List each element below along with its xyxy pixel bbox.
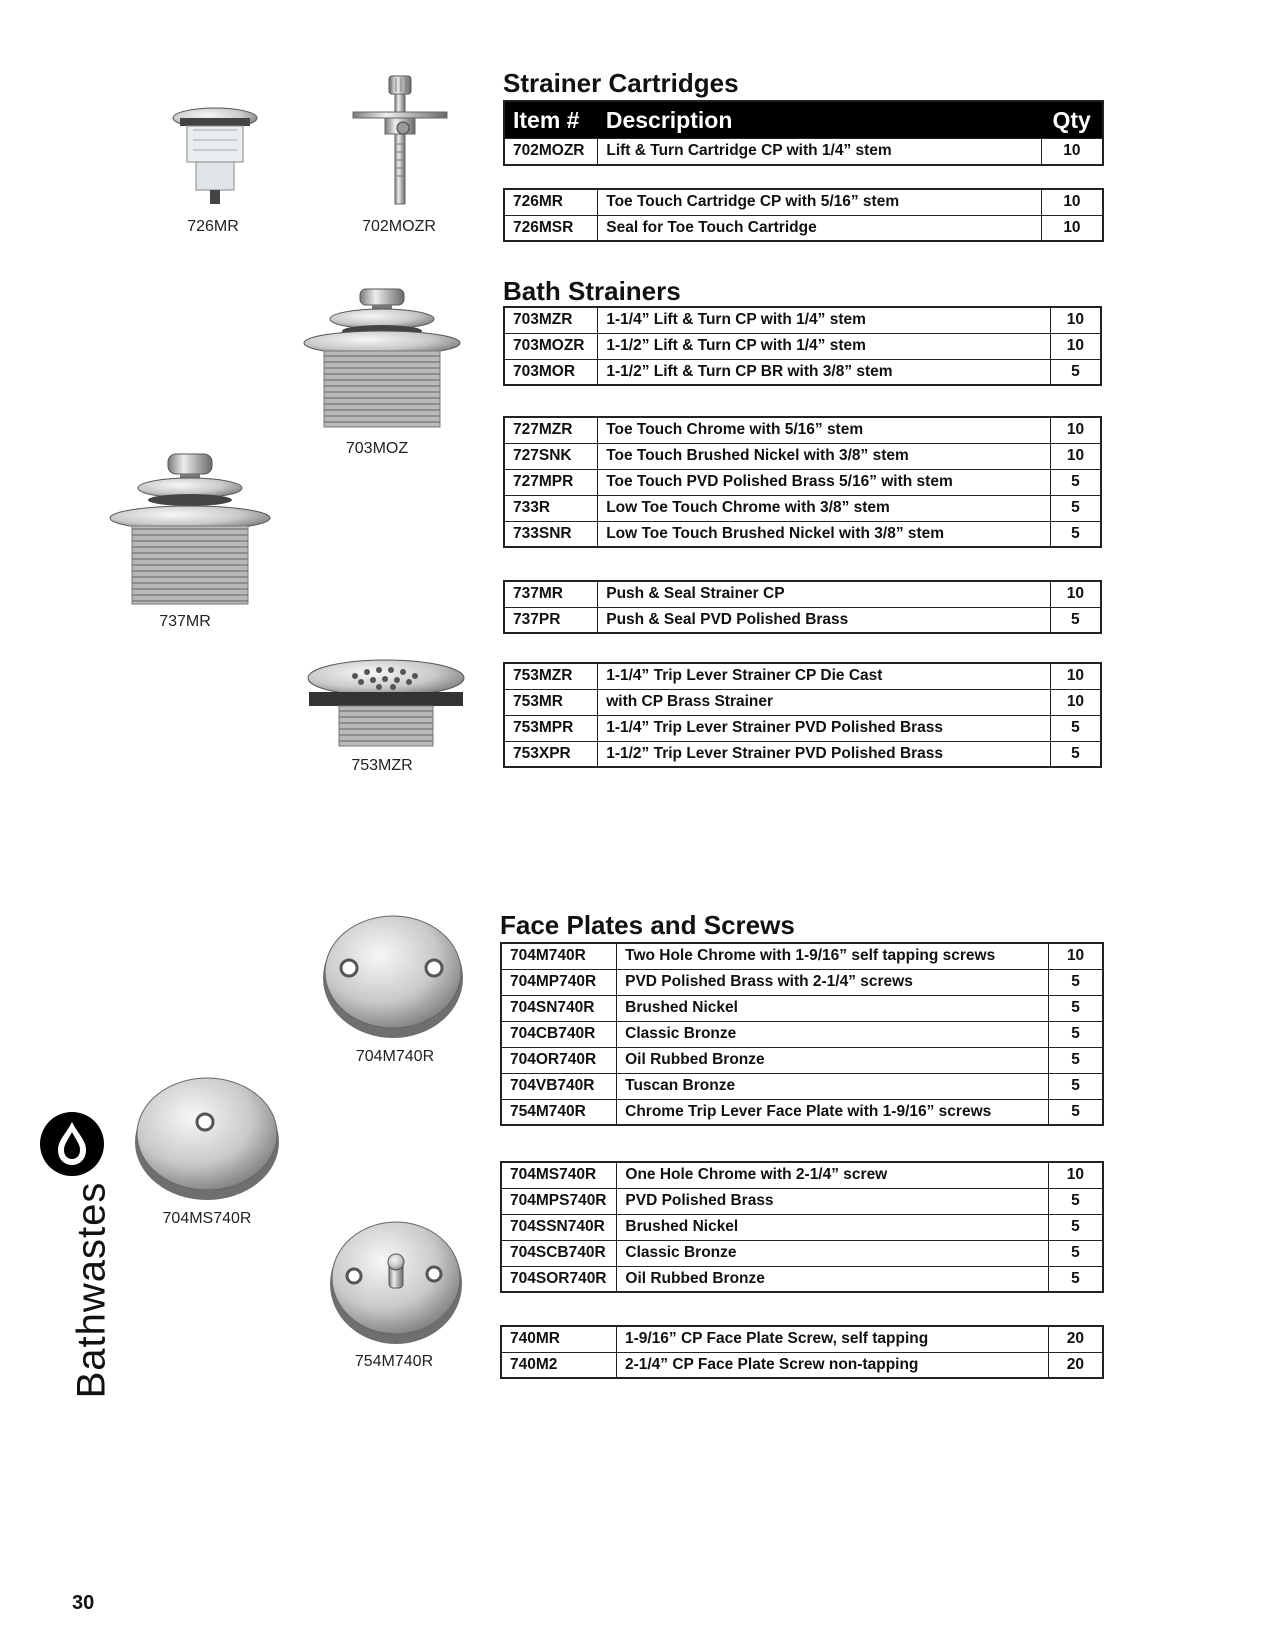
table-row [504, 359, 1101, 385]
description-cell: Low Toe Touch Chrome with 3/8” stem [598, 495, 1051, 521]
table-bath-strainers-a [503, 306, 1102, 386]
qty-cell: 5 [1049, 1099, 1103, 1125]
table-row [504, 443, 1101, 469]
description-cell: Brushed Nickel [617, 995, 1049, 1021]
description-cell: PVD Polished Brass with 2-1/4” screws [617, 969, 1049, 995]
qty-cell: 5 [1050, 469, 1101, 495]
description-cell: Low Toe Touch Brushed Nickel with 3/8” stem [598, 521, 1051, 547]
strainer-737mr-image [108, 452, 272, 608]
qty-cell: 10 [1050, 689, 1101, 715]
qty-cell: 5 [1050, 715, 1101, 741]
description-cell: 2-1/4” CP Face Plate Screw non-tapping [616, 1352, 1048, 1378]
description-cell: Classic Bronze [617, 1240, 1048, 1266]
table-row [501, 1162, 1103, 1188]
item-number-cell: 704SCB740R [501, 1240, 617, 1266]
description-cell: Brushed Nickel [617, 1214, 1048, 1240]
description-cell: One Hole Chrome with 2-1/4” screw [617, 1162, 1048, 1188]
description-cell: Chrome Trip Lever Face Plate with 1-9/16” screws [617, 1099, 1049, 1125]
table-row [501, 1073, 1103, 1099]
description-cell: Oil Rubbed Bronze [617, 1266, 1048, 1292]
qty-cell: 10 [1049, 943, 1103, 969]
table-row [504, 741, 1101, 767]
qty-cell: 10 [1050, 581, 1101, 607]
description-cell: Classic Bronze [617, 1021, 1049, 1047]
item-number-cell: 703MZR [504, 307, 598, 333]
item-number-cell: 733SNR [504, 521, 598, 547]
table-row [501, 1188, 1103, 1214]
table-row [501, 995, 1103, 1021]
section-title-bath-strainers: Bath Strainers [503, 276, 681, 306]
item-number-cell: 702MOZR [504, 139, 598, 165]
qty-cell: 10 [1050, 443, 1101, 469]
table-row [501, 1266, 1103, 1292]
table-row [501, 1352, 1103, 1378]
item-number-cell: 704MPS740R [501, 1188, 617, 1214]
qty-cell: 10 [1041, 189, 1103, 215]
drop-logo-icon [38, 1108, 106, 1178]
qty-cell: 10 [1048, 1162, 1103, 1188]
section-title-strainer-cartridges: Strainer Cartridges [503, 68, 739, 98]
section-title-face-plates: Face Plates and Screws [500, 910, 795, 940]
qty-cell: 5 [1049, 1021, 1103, 1047]
item-number-cell: 726MSR [504, 215, 598, 241]
table-row [501, 1047, 1103, 1073]
qty-cell: 10 [1041, 215, 1103, 241]
qty-cell: 10 [1041, 139, 1103, 165]
table-row [504, 689, 1101, 715]
qty-cell: 5 [1050, 741, 1101, 767]
item-number-cell: 733R [504, 495, 598, 521]
item-number-cell: 703MOR [504, 359, 598, 385]
faceplate-704ms740r-image [133, 1074, 281, 1202]
item-number-cell: 754M740R [501, 1099, 617, 1125]
table-row [504, 663, 1101, 689]
qty-cell: 5 [1049, 1047, 1103, 1073]
item-number-cell: 737PR [504, 607, 598, 633]
table-face-plates-a [500, 942, 1104, 1126]
description-cell: 1-1/4” Lift & Turn CP with 1/4” stem [598, 307, 1050, 333]
table-row [501, 1214, 1103, 1240]
item-number-cell: 704MS740R [501, 1162, 617, 1188]
table-row [504, 417, 1101, 443]
qty-cell: 5 [1048, 1266, 1103, 1292]
item-number-cell: 704CB740R [501, 1021, 617, 1047]
table-row [501, 1326, 1103, 1352]
table-row [504, 715, 1101, 741]
item-number-cell: 704MP740R [501, 969, 617, 995]
table-bath-strainers-d [503, 662, 1102, 768]
item-number-cell: 727MZR [504, 417, 598, 443]
table-row [504, 607, 1101, 633]
description-cell: 1-1/4” Trip Lever Strainer PVD Polished Brass [598, 715, 1051, 741]
table-strainer-cartridges-a [503, 100, 1104, 166]
item-number-cell: 740MR [501, 1326, 616, 1352]
qty-cell: 5 [1050, 359, 1101, 385]
table-row [501, 1099, 1103, 1125]
table-face-plates-c [500, 1325, 1104, 1379]
table-row [504, 139, 1103, 165]
caption-737mr: 737MR [159, 613, 211, 630]
description-cell: Push & Seal Strainer CP [598, 581, 1050, 607]
table-row [504, 333, 1101, 359]
description-cell: with CP Brass Strainer [598, 689, 1051, 715]
table-row [501, 1240, 1103, 1266]
table-bath-strainers-b [503, 416, 1102, 548]
item-number-cell: 704VB740R [501, 1073, 617, 1099]
description-cell: Push & Seal PVD Polished Brass [598, 607, 1050, 633]
qty-cell: 10 [1050, 663, 1101, 689]
item-number-cell: 753MPR [504, 715, 598, 741]
item-number-cell: 703MOZR [504, 333, 598, 359]
table-row [504, 581, 1101, 607]
table-face-plates-b [500, 1161, 1104, 1293]
item-number-cell: 753XPR [504, 741, 598, 767]
table-bath-strainers-c [503, 580, 1102, 634]
description-cell: 1-9/16” CP Face Plate Screw, self tapping [616, 1326, 1048, 1352]
item-number-cell: 704SSN740R [501, 1214, 617, 1240]
caption-754m740r: 754M740R [354, 1353, 434, 1370]
description-cell: 1-1/4” Trip Lever Strainer CP Die Cast [598, 663, 1051, 689]
qty-cell: 20 [1048, 1352, 1103, 1378]
description-cell: Tuscan Bronze [617, 1073, 1049, 1099]
qty-cell: 10 [1050, 333, 1101, 359]
description-cell: Toe Touch Brushed Nickel with 3/8” stem [598, 443, 1051, 469]
table-header-row [504, 101, 1103, 139]
item-number-cell: 727SNK [504, 443, 598, 469]
sidebar-category-label: Bathwastes [69, 1181, 114, 1399]
strainer-753mzr-image [305, 658, 467, 754]
description-cell: Toe Touch PVD Polished Brass 5/16” with stem [598, 469, 1051, 495]
qty-cell: 5 [1050, 495, 1101, 521]
qty-cell: 5 [1048, 1188, 1103, 1214]
description-cell: Toe Touch Cartridge CP with 5/16” stem [598, 189, 1042, 215]
caption-704m740r: 704M740R [355, 1048, 435, 1065]
table-row [504, 495, 1101, 521]
item-number-cell: 740M2 [501, 1352, 616, 1378]
page-number: 30 [72, 1592, 95, 1614]
description-cell: Oil Rubbed Bronze [617, 1047, 1049, 1073]
table-row [504, 215, 1103, 241]
header-item: Item # [504, 101, 598, 139]
qty-cell: 20 [1048, 1326, 1103, 1352]
item-number-cell: 753MZR [504, 663, 598, 689]
strainer-703moz-image [302, 285, 462, 435]
table-row [504, 189, 1103, 215]
faceplate-704m740r-image [320, 912, 466, 1040]
description-cell: 1-1/2” Lift & Turn CP with 1/4” stem [598, 333, 1050, 359]
item-number-cell: 737MR [504, 581, 598, 607]
table-row [504, 307, 1101, 333]
item-number-cell: 727MPR [504, 469, 598, 495]
description-cell: Seal for Toe Touch Cartridge [598, 215, 1042, 241]
item-number-cell: 704M740R [501, 943, 617, 969]
description-cell: Lift & Turn Cartridge CP with 1/4” stem [598, 139, 1041, 165]
table-strainer-cartridges-b [503, 188, 1104, 242]
qty-cell: 5 [1049, 1073, 1103, 1099]
caption-702mozr: 702MOZR [362, 218, 436, 235]
description-cell: 1-1/2” Lift & Turn CP BR with 3/8” stem [598, 359, 1050, 385]
item-number-cell: 704SOR740R [501, 1266, 617, 1292]
caption-703moz: 703MOZ [345, 440, 409, 457]
item-number-cell: 704SN740R [501, 995, 617, 1021]
caption-704ms740r: 704MS740R [162, 1210, 252, 1227]
qty-cell: 10 [1050, 307, 1101, 333]
qty-cell: 5 [1048, 1240, 1103, 1266]
cartridge-726mr-image [160, 100, 270, 215]
description-cell: Two Hole Chrome with 1-9/16” self tapping screws [617, 943, 1049, 969]
qty-cell: 5 [1049, 995, 1103, 1021]
qty-cell: 5 [1049, 969, 1103, 995]
description-cell: Toe Touch Chrome with 5/16” stem [598, 417, 1051, 443]
description-cell: 1-1/2” Trip Lever Strainer PVD Polished Brass [598, 741, 1051, 767]
header-description: Description [598, 101, 1041, 139]
description-cell: PVD Polished Brass [617, 1188, 1048, 1214]
table-row [501, 943, 1103, 969]
cartridge-702mozr-image [345, 72, 455, 212]
table-row [504, 469, 1101, 495]
qty-cell: 10 [1050, 417, 1101, 443]
qty-cell: 5 [1050, 521, 1101, 547]
caption-726mr: 726MR [187, 218, 239, 235]
item-number-cell: 726MR [504, 189, 598, 215]
item-number-cell: 753MR [504, 689, 598, 715]
caption-753mzr: 753MZR [351, 757, 413, 774]
qty-cell: 5 [1050, 607, 1101, 633]
table-row [501, 1021, 1103, 1047]
qty-cell: 5 [1048, 1214, 1103, 1240]
faceplate-754m740r-image [328, 1218, 466, 1346]
table-row [504, 521, 1101, 547]
table-row [501, 969, 1103, 995]
header-qty: Qty [1041, 101, 1103, 139]
item-number-cell: 704OR740R [501, 1047, 617, 1073]
